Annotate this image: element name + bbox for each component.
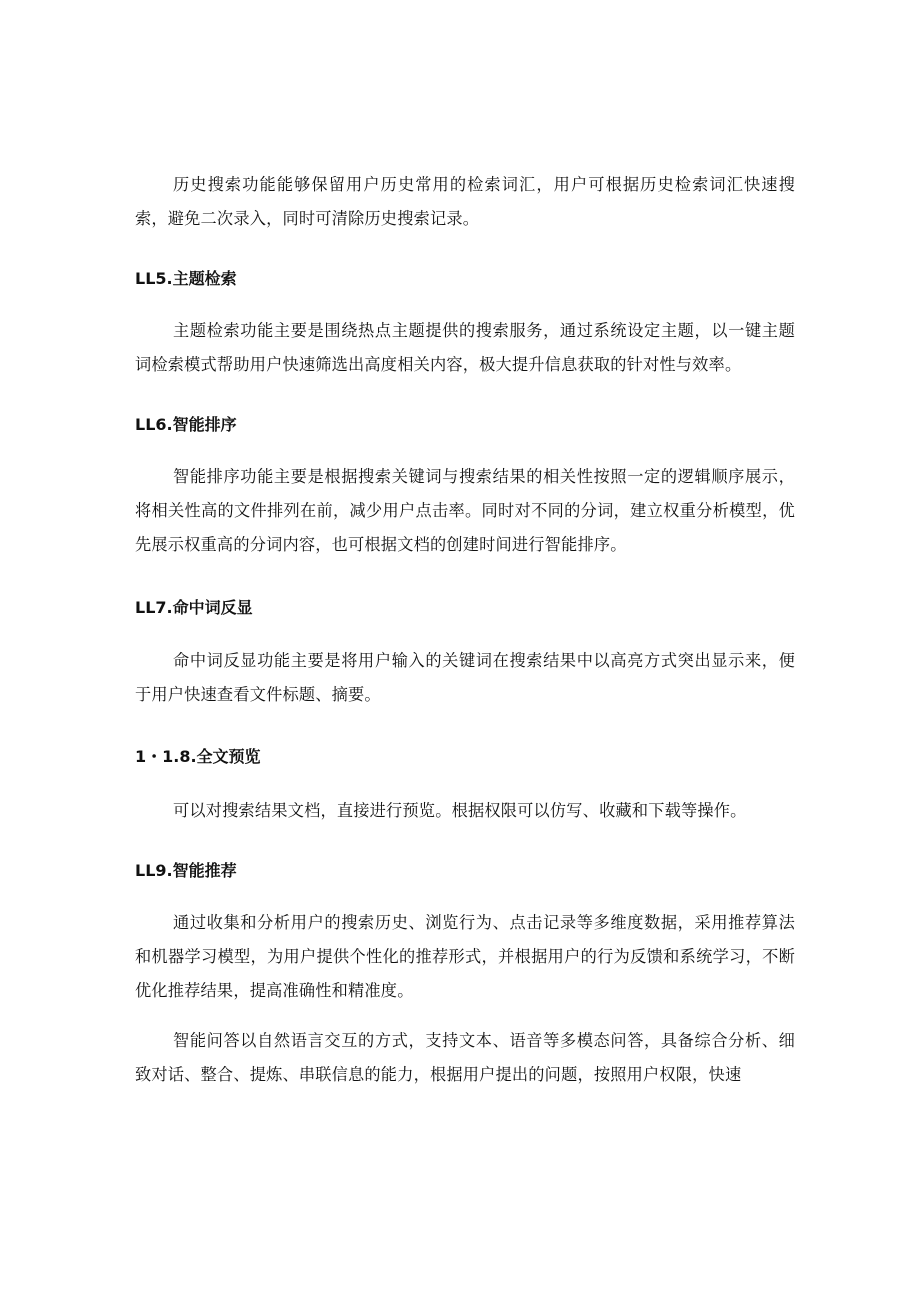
paragraph-history-search: 历史搜索功能能够保留用户历史常用的检索词汇，用户可根据历史检索词汇快速搜索，避免二次录入，同时可清除历史搜索记录。 [135,175,795,228]
paragraph-smart-sort: 智能排序功能主要是根据搜索关键词与搜索结果的相关性按照一定的逻辑顺序展示，将相关性高的文件排列在前，减少用户点击率。同时对不同的分词，建立权重分析模型，优先展示权重高的分词内容，也可根据文档的创建时间进行智能排序。 [135,467,795,554]
paragraph-hit-highlight: 命中词反显功能主要是将用户输入的关键词在搜索结果中以高亮方式突出显示来，便于用户快速查看文件标题、摘要。 [135,651,795,704]
paragraph-smart-qa: 智能问答以自然语言交互的方式，支持文本、语音等多模态问答，具备综合分析、细致对话、整合、提炼、串联信息的能力，根据用户提出的问题，按照用户权限，快速 [135,1031,795,1084]
heading-fulltext-preview: 1・1.8.全文预览 [135,747,261,766]
paragraph-fulltext-preview: 可以对搜索结果文档，直接进行预览。根据权限可以仿写、收藏和下载等操作。 [173,801,747,820]
heading-topic-search: LL5.主题检索 [135,269,237,288]
paragraph-smart-recommend: 通过收集和分析用户的搜索历史、浏览行为、点击记录等多维度数据，采用推荐算法和机器学习模型，为用户提供个性化的推荐形式，并根据用户的行为反馈和系统学习，不断优化推荐结果，提高准确性和精准度。 [135,913,795,1000]
paragraph-topic-search: 主题检索功能主要是围绕热点主题提供的搜索服务，通过系统设定主题，以一键主题词检索模式帮助用户快速筛选出高度相关内容，极大提升信息获取的针对性与效率。 [135,321,795,374]
heading-smart-recommend: LL9.智能推荐 [135,861,237,880]
heading-hit-highlight: LL7.命中词反显 [135,598,253,617]
heading-smart-sort: LL6.智能排序 [135,415,237,434]
